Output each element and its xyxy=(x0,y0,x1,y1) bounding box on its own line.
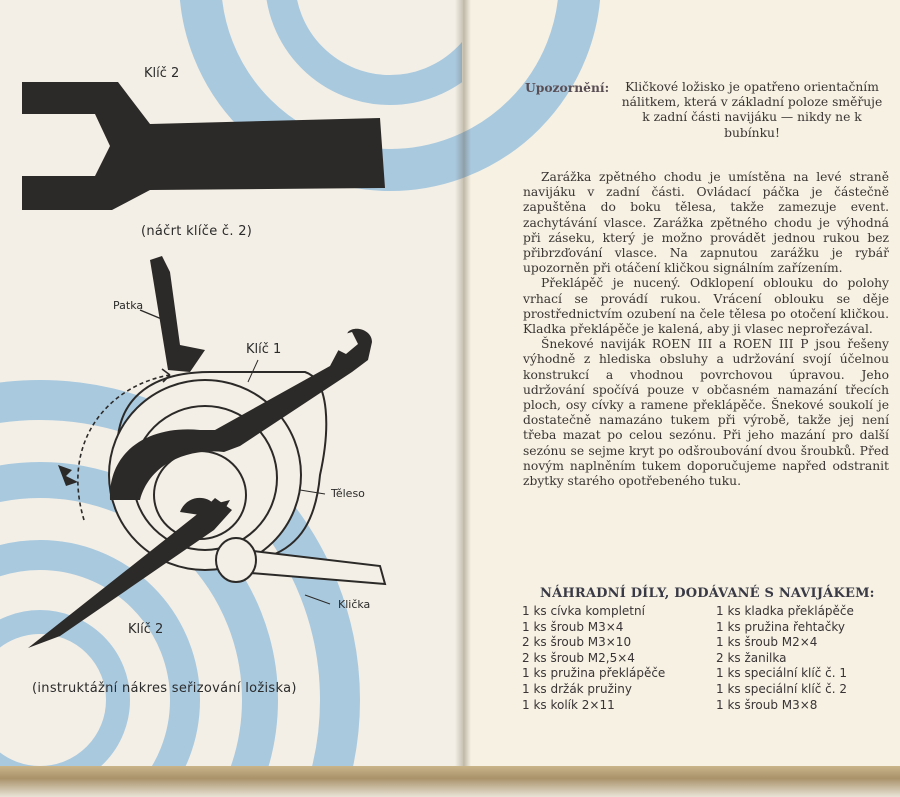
paragraph-backstop: Zarážka zpětného chodu je umístěna na levé straně navijáku v zadní části. Ovládací páčka je částečně zapuštěna do boku tělesa, takže zamezuje event. zachytávání vlasce. Zarážka zpětného chodu je výhodná při záseku, který je možno provádět jednou rukou bez přibrzďování vlasce. Na zapnutou zarážku je rybář upozorněn při otáčení kličkou signálním zařízením. xyxy=(523,170,889,276)
label-key2-top: Klíč 2 xyxy=(144,66,180,81)
list-item: 2 ks šroub M3×10 xyxy=(522,635,632,650)
label-key2-bottom: Klíč 2 xyxy=(128,622,164,637)
body-text xyxy=(523,170,889,489)
notice-block xyxy=(525,80,885,141)
label-klicka: Klička xyxy=(338,598,371,611)
caption-instruction-drawing: (instruktážní nákres seřizování ložiska) xyxy=(32,681,297,696)
page-bottom-edge xyxy=(0,766,900,797)
label-teleso: Těleso xyxy=(331,487,365,500)
list-item: 1 ks šroub M3×8 xyxy=(716,697,818,712)
list-item: 1 ks pružina řehtačky xyxy=(716,619,845,634)
spare-parts-column-left xyxy=(522,604,712,713)
notice-heading: Upozornění: xyxy=(525,80,610,95)
list-item: 1 ks držák pružiny xyxy=(522,681,632,696)
key2-sketch xyxy=(22,82,385,210)
list-item: 1 ks šroub M2×4 xyxy=(716,635,818,650)
list-item: 1 ks kolík 2×11 xyxy=(522,697,615,712)
label-patka: Patka xyxy=(113,299,144,312)
notice-text: Kličkové ložisko je opatřeno orientačním nálitkem, která v základní poloze směřuje k zadní části navijáku — nikdy ne k bubínku! xyxy=(621,80,883,140)
list-item: 1 ks pružina překlápěče xyxy=(522,666,666,681)
list-item: 1 ks kladka překlápěče xyxy=(716,604,854,618)
caption-key2-sketch: (náčrt klíče č. 2) xyxy=(141,224,253,239)
list-item: 1 ks šroub M3×4 xyxy=(522,619,624,634)
list-item: 1 ks cívka kompletní xyxy=(522,604,645,618)
spare-parts-title: NÁHRADNÍ DÍLY, DODÁVANÉ S NAVIJÁKEM: xyxy=(540,586,875,601)
book-gutter xyxy=(455,0,471,797)
label-key1: Klíč 1 xyxy=(246,342,282,357)
list-item: 1 ks speciální klíč č. 2 xyxy=(716,681,847,696)
paragraph-maintenance: Šnekové naviják ROEN III a ROEN III P jsou řešeny výhodně z hlediska obsluhy a udržování svojí účelnou konstrukcí a vhodnou povrchovou úpravou. Jeho udržování spočívá pouze v občasném namazání třecích ploch, osy cívky a ramene překlápěče. Šnekové soukolí je dostatečně namazáno tukem při výrobě, takže jej není třeba mazat po celou sezónu. Při jeho mazání pro další sezónu se sejme kryt po odšroubování dvou šroubků. Před novým naplněním tukem doporučujeme napřed odstranit zbytky starého opotřebeného tuku. xyxy=(523,337,889,489)
paragraph-bail-trip: Překlápěč je nucený. Odklopení oblouku do polohy vrhací se provádí rukou. Vrácení oblouku se děje prostřednictvím ozubení na čele tělesa po otočení kličkou. Kladka překlápěče je kalená, aby ji vlasec neprořezával. xyxy=(523,276,889,337)
list-item: 2 ks šroub M2,5×4 xyxy=(522,650,635,665)
list-item: 1 ks speciální klíč č. 1 xyxy=(716,666,847,681)
list-item: 2 ks žanilka xyxy=(716,650,787,665)
spare-parts-column-right xyxy=(716,604,892,713)
